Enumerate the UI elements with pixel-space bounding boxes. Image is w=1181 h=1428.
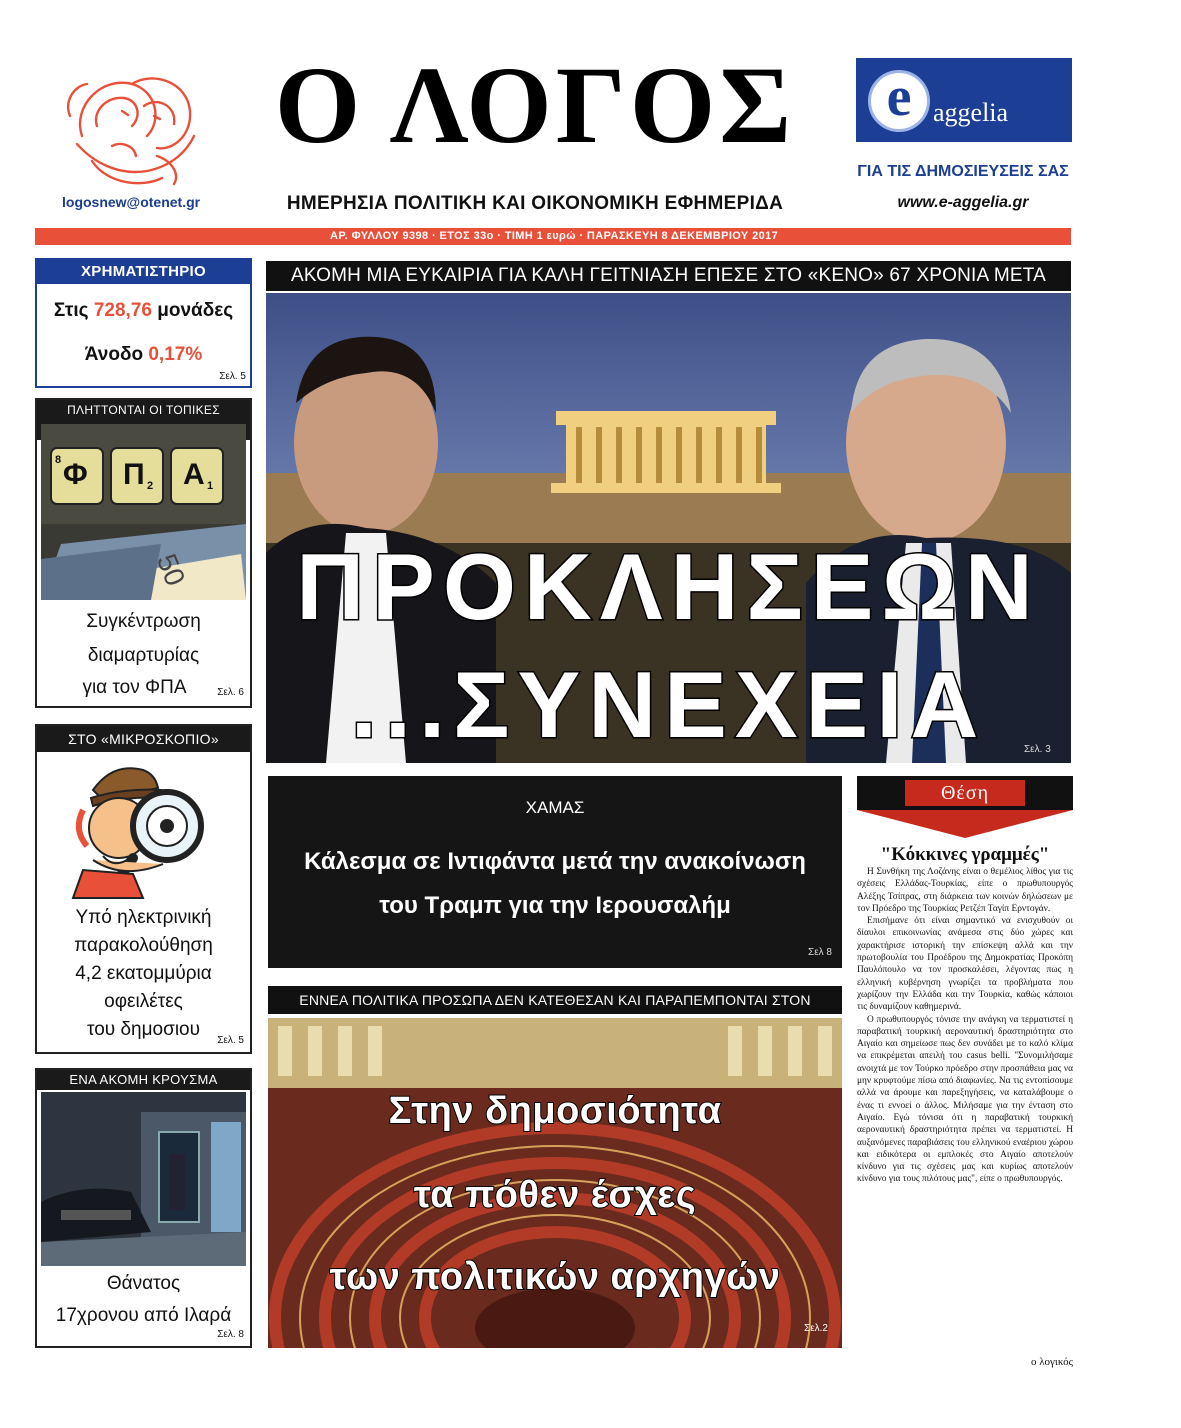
micro-caption-line: 4,2 εκατομμύρια bbox=[75, 963, 212, 984]
opinion-paragraph: Επισήμανε ότι είναι σημαντικό να ενισχυθούν οι δίαυλοι επικοινωνίας ανάμεσα στις δύο χώρες και χαρακτήρισε ιστορική την επίσκεψη αλλά και την πρωτοβουλία του Προέδρου της Δημοκρατίας Προκόπη Παυλόπουλο να τον προσκαλέσει, λέγοντας πως η ελληνική κυβέρνηση γνωρίζει τα προβλήματα που χωρίζουν την Ελλάδα και την Τουρκία, καθώς κάποιοι τις δυναμίζουν καθημερινά. bbox=[857, 916, 1073, 1013]
vat-caption-line: για τον ΦΠΑ bbox=[82, 677, 187, 698]
stock-line-suffix: μονάδες bbox=[151, 300, 234, 321]
vat-tile-subscript: 2 bbox=[147, 480, 154, 492]
measles-box[interactable] bbox=[35, 1068, 252, 1348]
stock-line-prefix: Στις bbox=[53, 300, 94, 321]
vat-tile-subscript: 8 bbox=[55, 454, 62, 466]
e-aggelia-wordmark: aggelia bbox=[933, 98, 1009, 127]
vat-tile-letter: Π bbox=[123, 458, 145, 491]
page-ref: Σελ.2 bbox=[804, 1323, 828, 1334]
hamas-headline bbox=[288, 840, 822, 928]
vat-tile-letter: Φ bbox=[63, 458, 88, 491]
detective-magnifier-illustration bbox=[63, 760, 213, 900]
opinion-body bbox=[857, 866, 1073, 1186]
hamas-headline-line: Κάλεσμα σε Ιντιφάντα μετά την ανακοίνωση bbox=[304, 848, 806, 875]
micro-caption-line: του δημοσιου bbox=[86, 1019, 201, 1040]
opinion-title: "Κόκκινες γραμμές" bbox=[880, 844, 1050, 865]
stock-index-value: 728,76 bbox=[93, 300, 152, 321]
parliament-story[interactable] bbox=[268, 1018, 842, 1348]
opinion-badge: Θέση bbox=[905, 780, 1025, 806]
page-ref: Σελ. 3 bbox=[1024, 744, 1051, 755]
issue-info: ΑΡ. ΦΥΛΛΟΥ 9398 · ΕΤΟΣ 33ο · ΤΙΜΗ 1 ευρώ · ΠΑΡΑΣΚΕΥΗ 8 ΔΕΚΕΜΒΡΙΟΥ 2017 bbox=[330, 230, 779, 242]
micro-caption-line: οφειλέτες bbox=[104, 991, 183, 1012]
opinion-paragraph: Ο πρωθυπουργός τόνισε την ανάγκη να τερματιστεί η παραβατική τουρκική αεροναυτική δραστηριότητα στο Αιγαίο και σημείωσε πως δεν συνάδει με το καλό κλίμα να επικρέμεται απειλή του casus belli. "Συνομιλήσαμε ανοιχτά με τον Τούρκο πρόεδρο στην προσπάθεια μας να μην κρυφτούμε πίσω από διαφωνίες. Να τις εντοπίσουμε αλλά να άρουμε και παρεξηγήσεις, να καταλάβουμε ο ένας τι εννοεί ο άλλος. Μιλήσαμε για την ένταση στο Αιγαίο. Εγώ τόνισα ότι η παραβατική τουρκική αεροναυτική δραστηριότητα πρέπει να τερματιστεί. Η αυξανόμενες παραβιάσεις του ελληνικού εναέριου χώρου και ειδικότερα οι εμπλοκές στο Αιγαίο αποτελούν κίνδυνο για τις σχέσεις μας και κυρίως αποτελούν κίνδυνο για τους πιλότους μας", είπε ο πρωθυπουργός. bbox=[857, 1014, 1073, 1185]
opinion-header-wedge bbox=[857, 810, 1073, 838]
vat-tiles-photo bbox=[41, 424, 246, 600]
parliament-headline-line: τα πόθεν έσχες bbox=[413, 1174, 697, 1216]
micro-caption-line: παρακολούθηση bbox=[74, 935, 213, 956]
newspaper-subtitle: ΗΜΕΡΗΣΙΑ ΠΟΛΙΤΙΚΗ ΚΑΙ ΟΙΚΟΝΟΜΙΚΗ ΕΦΗΜΕΡΙΔΑ bbox=[286, 193, 784, 214]
micro-caption-line: Υπό ηλεκτρινική bbox=[75, 907, 212, 928]
stock-market-header: ΧΡΗΜΑΤΙΣΤΗΡΙΟ bbox=[37, 260, 250, 284]
ad-tagline: ΓΙΑ ΤΙΣ ΔΗΜΟΣΙΕΥΣΕΙΣ ΣΑΣ bbox=[857, 163, 1069, 180]
main-headline-line2: ...ΣΥΝΕΧΕΙΑ bbox=[350, 652, 987, 757]
microscope-box[interactable] bbox=[35, 724, 252, 1054]
vat-caption-line: Συγκέντρωση bbox=[86, 611, 201, 632]
contact-email[interactable]: logosnew@otenet.gr bbox=[62, 194, 201, 210]
hamas-story[interactable] bbox=[268, 776, 842, 968]
ad-url[interactable]: www.e-aggelia.gr bbox=[897, 194, 1029, 211]
vat-tile-subscript: 1 bbox=[207, 480, 214, 492]
parliament-kicker: ΕΝΝΕΑ ΠΟΛΙΤΙΚΑ ΠΡΟΣΩΠΑ ΔΕΝ ΚΑΤΕΘΕΣΑΝ ΚΑΙ ΠΑΡΑΠΕΜΠΟΝΤΑΙ ΣΤΟΝ bbox=[268, 986, 842, 1014]
measles-caption-line: Θάνατος bbox=[106, 1273, 181, 1294]
vat-protest-box[interactable] bbox=[35, 398, 252, 708]
vat-box-header: ΠΛΗΤΤΟΝΤΑΙ ΟΙ ΤΟΠΙΚΕΣ bbox=[37, 400, 250, 440]
stock-change-line bbox=[37, 344, 250, 366]
vat-tile-letter: Α bbox=[183, 458, 205, 491]
hamas-headline-line: του Τραμπ για την Ιερουσαλήμ bbox=[379, 892, 731, 919]
newspaper-title: Ο ΛΟΓΟΣ bbox=[274, 44, 796, 166]
parliament-headline-line: των πολιτικών αρχηγών bbox=[329, 1256, 781, 1298]
stock-change-value: 0,17% bbox=[148, 344, 203, 365]
stock-change-prefix: Άνοδο bbox=[84, 344, 149, 365]
banknote-value: 50 bbox=[150, 549, 192, 591]
page-ref: Σελ. 5 bbox=[217, 1035, 244, 1046]
hamas-kicker: ΧΑΜΑΣ bbox=[525, 798, 585, 817]
page-ref: Σελ. 5 bbox=[219, 371, 246, 382]
opinion-paragraph: Η Συνθήκη της Λοζάνης είναι ο θεμέλιος λίθος για τις σχέσεις Ελλάδας-Τουρκίας, είπε ο πρωθυπουργός Αλέξης Τσίπρας, στη διάρκεια των κοινών δηλώσεων με τον Πρόεδρο της Τουρκίας Ρετζέπ Ταγίπ Ερντογάν. bbox=[857, 867, 1073, 914]
page-ref: Σελ 8 bbox=[808, 947, 832, 958]
stock-market-box[interactable] bbox=[35, 258, 252, 388]
measles-box-header: ΕΝΑ ΑΚΟΜΗ ΚΡΟΥΣΜΑ bbox=[37, 1070, 250, 1090]
opinion-signature: ο λογικός bbox=[1030, 1356, 1073, 1368]
microscope-box-header: ΣΤΟ «ΜΙΚΡΟΣΚΟΠΙΟ» bbox=[37, 726, 250, 752]
measles-caption-line: 17χρονου από Ιλαρά bbox=[55, 1305, 232, 1326]
page-ref: Σελ. 6 bbox=[217, 687, 244, 698]
top-story-kicker: ΑΚΟΜΗ ΜΙΑ ΕΥΚΑΙΡΙΑ ΓΙΑ ΚΑΛΗ ΓΕΙΤΝΙΑΣΗ ΕΠΕΣΕ ΣΤΟ «ΚΕΝΟ» 67 ΧΡΟΝΙΑ ΜΕΤΑ bbox=[266, 261, 1071, 291]
e-aggelia-logo-letter: e bbox=[886, 66, 912, 128]
parliament-headline-line: Στην δημοσιότητα bbox=[388, 1090, 722, 1132]
hospital-corridor-photo bbox=[41, 1092, 246, 1266]
page-ref: Σελ. 8 bbox=[217, 1329, 244, 1340]
stock-index-line bbox=[37, 300, 250, 322]
logo-illustration bbox=[62, 66, 202, 190]
main-headline-line1: ΠΡΟΚΛΗΣΕΩΝ bbox=[296, 534, 1041, 639]
vat-caption-line: διαμαρτυρίας bbox=[87, 645, 200, 666]
